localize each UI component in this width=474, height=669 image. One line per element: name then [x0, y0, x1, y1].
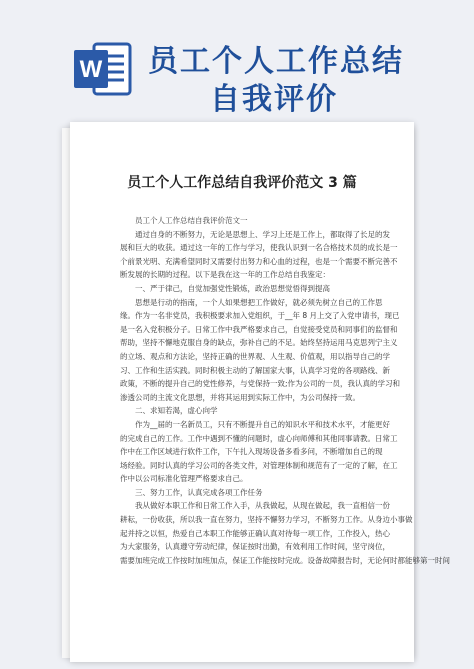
document-line: 起并持之以恒，热爱自己本职工作能够正确认真对待每一项工作，工作投入，热心: [120, 528, 390, 538]
document-line: 通过自身的不断努力，无论是思想上、学习上还是工作上，都取得了长足的发: [135, 229, 390, 239]
document-line: 三、努力工作，认真完成各项工作任务: [135, 487, 263, 497]
word-icon: [72, 38, 134, 100]
document-line: 缘。作为一名非党员，我积极要求加入党组织，于__年 8 月上交了入党申请书，现已: [120, 311, 400, 321]
document-line: 耕耘，一份收获，所以我一直在努力，坚持不懈努力学习，不断努力工作。从身边小事做: [120, 515, 413, 525]
document-line: 为大家服务，认真遵守劳动纪律，保证按时出勤，有效利用工作时间，坚守岗位，: [120, 542, 390, 552]
document-line: 个前景光明、充满希望同时又需要付出努力和心血的过程，也是一个需要不断完善不: [120, 256, 398, 266]
document-line: 场经验。同时认真的学习公司的各类文件，对管理体制和规范有了一定的了解，在工: [120, 460, 398, 470]
document-line: 帮助，坚持不懈地克服自身的缺点，弥补自己的不足。始终坚持运用马克思列宁主义: [120, 338, 398, 348]
document-line: 渗透公司的主流文化思想，并将其运用到实际工作中，为公司保持一致。: [120, 392, 360, 402]
document-line: 我从做好本职工作和日常工作入手，从我做起，从现在做起，我一直相信一份: [135, 501, 390, 511]
banner-title-line1: 员工个人工作总结: [148, 44, 404, 79]
document-page: [70, 122, 450, 662]
document-line: 员工个人工作总结自我评价范文一: [135, 216, 248, 225]
document-line: 一、严于律己，自觉加强党性锻炼，政治思想觉悟得到提高: [135, 283, 330, 293]
document-title: 员工个人工作总结自我评价范文 3 篇: [127, 175, 357, 191]
document-line: 断发展的长期的过程。以下是我在这一年的工作总结自我鉴定：: [120, 270, 330, 280]
document-line: 的完成自己的工作。工作中遇到不懂的问题时，虚心向师傅和其他同事请教。日常工: [120, 433, 398, 443]
document-line: 习、工作和生活实践。同时积极主动的了解国家大事，认真学习党的各项路线、新: [120, 365, 390, 375]
document-line: 政策，不断的提升自己的党性修养，与党保持一致;作为公司的一员，我认真的学习和: [120, 379, 401, 389]
document-line: 作中以公司标准化管理严格要求自己。: [120, 474, 248, 484]
document-line: 的立场、观点和方法论，坚持正确的世界观、人生观、价值观，用以指导自己的学: [120, 351, 390, 361]
document-line: 思想是行动的指南，一个人如果想把工作做好，就必须先树立自己的工作思: [135, 297, 383, 307]
header-banner: [0, 0, 474, 118]
document-line: 是一名入党积极分子。日常工作中我严格要求自己，自觉接受党员和同事们的监督和: [120, 324, 398, 334]
document-line: 展和巨大的收获。通过这一年的工作与学习，使我认识到一名合格技术员的成长是一: [120, 243, 398, 253]
document-line: 需要加班完成工作按时加班加点，保证工作能按时完成。设备故障报告时，无论何时都能够第一时间: [120, 555, 450, 565]
document-body: [120, 214, 450, 567]
banner-title-line2: 自我评价: [210, 82, 338, 117]
word-icon-letter: W: [79, 56, 103, 83]
document-line: 二、求知若渴，虚心向学: [135, 406, 218, 416]
document-line: 作中在工作区域进行软件工作，下午扎入现场设备多看多问，不断增加自己的现: [120, 447, 383, 457]
document-line: 作为__届的一名新员工，只有不断提升自己的知识水平和技术水平，才能更好: [135, 419, 390, 429]
